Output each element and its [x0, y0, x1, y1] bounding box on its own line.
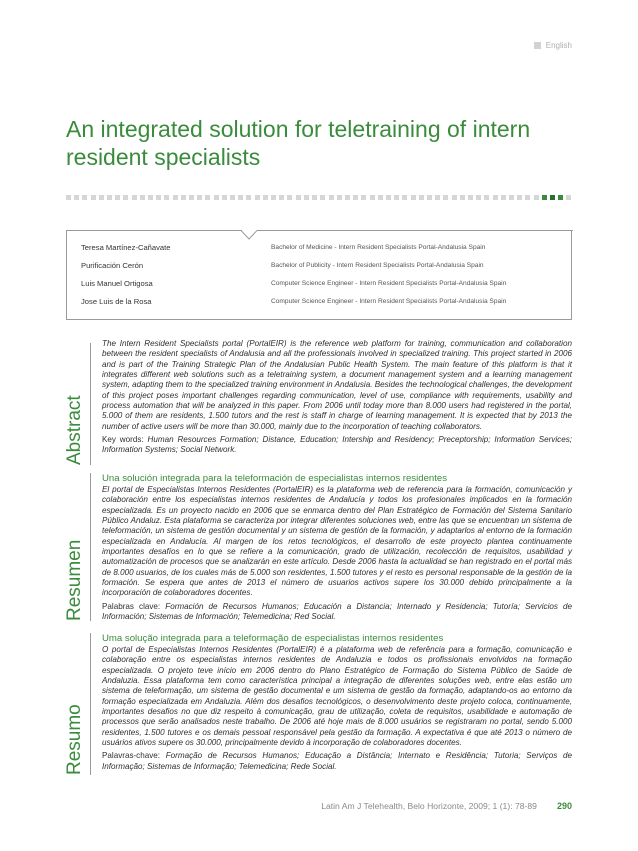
resumo-text: O portal de Especialistas Internos Residentes (PortalEIR) é a plataforma web de referência para a formação, comunicação e colaboração entre os especialistas internos residentes de Andaluzia e todos os profissionais envolvidos na formação especializada. O projeto teve início em 2006 dentro do Plano Estratégico de Formação do Sistema Público de Saúde de Andaluzia. Essa plataforma tem como característica principal a integração de diferentes soluções web, entre elas estão um sistema de teleformação, um sistema de gestão documental e um sistema de gestão da formação, adaptando-os ao entorno da formação especializada em Andaluzia. Além dos desafios tecnológicos, o desenvolvimento deste projeto coloca, continuamente, importantes desafios no que diz respeito à comunicação, grau de utilização, coleta de requisitos, usabilidade e automação de processos que serão analisados neste trabalho. De 2006 até hoje mais de 8.000 usuários se registraram no portal, sendo 5.000 residentes, 1.500 tutores e os demais pessoal responsável pela gestão da formação. A expectativa é que até 2013 o número de usuários ativos supere os 30.000, principalmente devido à incorporação de colaboradores docentes.: [102, 645, 572, 748]
dot: [329, 195, 334, 200]
dot: [558, 195, 563, 200]
keywords-label: Palavras-chave:: [102, 751, 161, 761]
dot: [181, 195, 186, 200]
author-row: [81, 277, 571, 289]
resumo-keywords: [102, 751, 572, 772]
dot: [255, 195, 260, 200]
dot: [230, 195, 235, 200]
resumen-label: Resumen: [64, 539, 85, 621]
author-affiliation: Computer Science Engineer - Intern Resident Specialists Portal-Andalusia Spain: [271, 279, 507, 287]
dot: [189, 195, 194, 200]
resumo-label: Resumo: [64, 704, 85, 775]
dot: [337, 195, 342, 200]
dot: [435, 195, 440, 200]
dot: [263, 195, 268, 200]
abstract-label: Abstract: [64, 395, 85, 465]
dot: [370, 195, 375, 200]
dot: [394, 195, 399, 200]
resumen-section: [62, 473, 582, 621]
keywords-label: Palabras clave:: [102, 601, 161, 611]
resumen-label-wrap: [62, 473, 86, 621]
resumen-text: El portal de Especialistas Internos Residentes (PortalEIR) es la plataforma web de referencia para la formación, comunicación y colaboración entre los especialistas internos residentes de Andalucía y todos los profesionales implicados en la formación especializada. Es un proyecto nacido en 2006 que se enmarca dentro del Plan Estratégico de Formación del Sistema Sanitario Público Andaluz. Esta plataforma se caracteriza por integrar diferentes soluciones web, entre las que se encuentran un sistema de teleformación, un sistema de gestión documental y un sistema de gestión de la formación, y adaptarlos al entorno de la formación especializada en Andalucía. Al margen de los retos tecnológicos, el desarrollo de este proyecto plantea continuamente importantes desafíos en lo que se refiere a la comunicación, grado de utilización, recolección de requisitos, usabilidad y automatización de procesos que se analizarán en este artículo. Desde 2006 hasta la actualidad se han registrado en el portal más de 8.000 usuarios, de los cuales más de 5.000 son residentes, 1.500 tutores y el resto es personal responsable de la gestión de la formación. Se espera que antes de 2013 el número de usuarios activos supere los 30.000 debido principalmente a la incorporación de colaboradores docentes.: [102, 485, 572, 598]
author-row: [81, 295, 571, 307]
dot: [411, 195, 416, 200]
dot: [197, 195, 202, 200]
resumo-body: [102, 633, 572, 772]
dot: [205, 195, 210, 200]
resumen-keywords: [102, 602, 572, 623]
dot: [320, 195, 325, 200]
language-label: English: [545, 41, 572, 50]
dot: [238, 195, 243, 200]
dot: [460, 195, 465, 200]
dot: [312, 195, 317, 200]
dot: [427, 195, 432, 200]
resumo-label-wrap: [62, 633, 86, 775]
author-row: [81, 259, 571, 271]
dot: [82, 195, 87, 200]
authors-box-border: [257, 230, 573, 231]
resumo-section: [62, 633, 582, 775]
dot: [304, 195, 309, 200]
keywords-text: Formación de Recursos Humanos; Educación a Distancia; Internado y Residencia; Tutoría; Servicios de Información; Sistemas de Información; Telemedicina; Red Social.: [102, 601, 572, 622]
abstract-label-wrap: [62, 343, 86, 465]
keywords-label: Key words:: [102, 435, 144, 445]
dot: [173, 195, 178, 200]
dot: [525, 195, 530, 200]
dot: [271, 195, 276, 200]
abstract-text: The Intern Resident Specialists portal (PortalEIR) is the reference web platform for training, communication and collaboration between the resident specialists of Andalusia and all the professionals involved in specialized training. This project started in 2006 and is part of the Training Strategic Plan of the Andalusian Public Health System. The main feature of this platform is that it integrates different web solutions such as a teletraining system, a document management system and a learning management system, adapting them to the specialized training environment in Andalusia. Besides the technological challenges, the development of this project poses important challenges regarding communication, level of use, compliance with requirements, usability and process automation that will be analyzed in this paper. From 2006 until today more than 8.000 users had registered in the portal, 5.000 of them are residents, 1.500 tutors and the rest is staff in charge of learning management. It is expected that by 2013 the number of active users will be more than 30.000, mainly due to the incorporation of teaching collaborators.: [102, 339, 572, 431]
dot: [123, 195, 128, 200]
author-row: [81, 241, 571, 253]
resumen-body: [102, 473, 572, 622]
footer-citation: Latin Am J Telehealth, Belo Horizonte, 2009; 1 (1): 78-89: [321, 801, 537, 811]
dot: [132, 195, 137, 200]
page-footer: [0, 801, 572, 811]
dot: [214, 195, 219, 200]
language-switch[interactable]: [534, 41, 572, 50]
dot: [164, 195, 169, 200]
authors-box-border: [67, 230, 242, 231]
keywords-text: Human Resources Formation; Distance, Education; Intership and Residency; Preceptorship; Information Services; Information Systems; Social Network.: [102, 435, 572, 455]
dot: [99, 195, 104, 200]
dot: [91, 195, 96, 200]
dot: [402, 195, 407, 200]
dot: [566, 195, 571, 200]
author-affiliation: Bachelor of Publicity - Intern Resident Specialists Portal-Andalusia Spain: [271, 261, 484, 269]
abstract-divider: [90, 343, 91, 465]
page-number: 290: [556, 801, 572, 811]
dot: [345, 195, 350, 200]
dot: [246, 195, 251, 200]
resumen-divider: [90, 473, 91, 621]
dot: [484, 195, 489, 200]
resumen-title: Una solución integrada para la teleformación de especialistas internos residentes: [102, 473, 448, 484]
dot: [509, 195, 514, 200]
dot: [452, 195, 457, 200]
authors-box: [66, 230, 572, 320]
dot: [501, 195, 506, 200]
dot: [443, 195, 448, 200]
dot: [140, 195, 145, 200]
authors-box-notch: [241, 230, 257, 240]
abstract-keywords: [102, 435, 572, 456]
dot: [115, 195, 120, 200]
dot: [361, 195, 366, 200]
dot: [534, 195, 539, 200]
dot: [148, 195, 153, 200]
decorative-dot-rule: [66, 195, 572, 202]
dot: [550, 195, 555, 200]
dot: [74, 195, 79, 200]
dot: [156, 195, 161, 200]
dot: [386, 195, 391, 200]
author-affiliation: Computer Science Engineer - Intern Resident Specialists Portal-Andalusia Spain: [271, 297, 507, 305]
dot: [222, 195, 227, 200]
keywords-text: Formação de Recursos Humanos; Educação a Distância; Internato e Residência; Tutoria; Serviços de Informação; Sistemas de Informação; Telemedicina; Rede Social.: [102, 751, 573, 771]
dot: [287, 195, 292, 200]
author-name: Luis Manuel Ortigosa: [81, 278, 153, 288]
language-square-icon: [534, 42, 541, 49]
dot: [107, 195, 112, 200]
abstract-body: [102, 339, 572, 456]
dot: [476, 195, 481, 200]
author-name: Purificación Cerón: [81, 260, 144, 270]
dot: [493, 195, 498, 200]
abstract-section: [62, 339, 582, 465]
dot: [542, 195, 547, 200]
dot: [468, 195, 473, 200]
resumo-title: Uma solução integrada para a teleformação de especialistas internos residentes: [102, 633, 444, 644]
dot: [378, 195, 383, 200]
dot: [66, 195, 71, 200]
dot: [353, 195, 358, 200]
author-name: Teresa Martínez-Cañavate: [81, 242, 171, 252]
author-name: Jose Luis de la Rosa: [81, 296, 152, 306]
article-title: An integrated solution for teletraining of intern resident specialists: [66, 116, 531, 170]
dot: [419, 195, 424, 200]
author-affiliation: Bachelor of Medicine - Intern Resident Specialists Portal-Andalusia Spain: [271, 243, 486, 251]
dot: [517, 195, 522, 200]
resumo-divider: [90, 633, 91, 775]
dot: [296, 195, 301, 200]
dot: [279, 195, 284, 200]
